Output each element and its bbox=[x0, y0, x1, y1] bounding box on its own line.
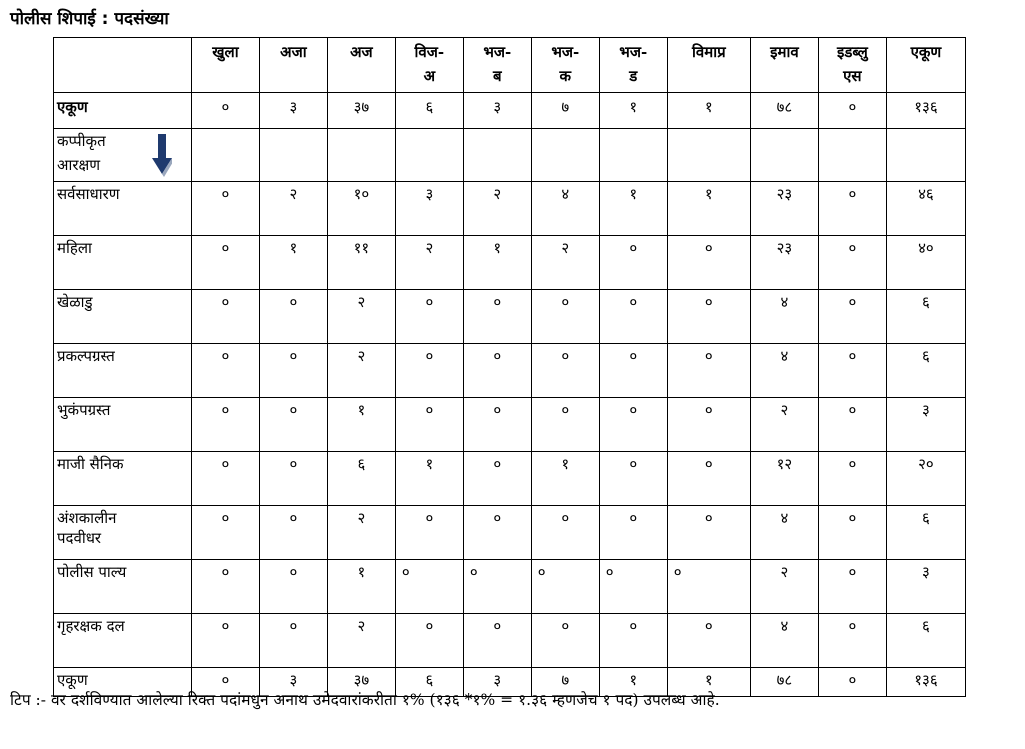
table-row bbox=[54, 398, 966, 452]
row-label: गृहरक्षक दल bbox=[54, 614, 192, 668]
table-cell: ० bbox=[191, 398, 259, 452]
table-cell: ० bbox=[818, 614, 886, 668]
column-header-line: एकूण bbox=[910, 43, 942, 61]
column-header bbox=[667, 38, 750, 93]
empty-cell bbox=[818, 129, 886, 182]
post-count-table bbox=[53, 37, 966, 697]
table-cell: ० bbox=[818, 560, 886, 614]
table-row bbox=[54, 452, 966, 506]
table-cell: ० bbox=[667, 614, 750, 668]
table-cell: ० bbox=[463, 452, 531, 506]
row-label: पोलीस पाल्य bbox=[54, 560, 192, 614]
table-cell: ० bbox=[395, 506, 463, 560]
table-cell: ६ bbox=[395, 93, 463, 129]
table-cell: ० bbox=[259, 398, 327, 452]
table-cell: ० bbox=[818, 290, 886, 344]
column-header bbox=[818, 38, 886, 93]
table-cell: ७८ bbox=[750, 93, 818, 129]
column-header-line: भज- bbox=[483, 43, 512, 61]
table-cell: १० bbox=[327, 182, 395, 236]
column-header bbox=[886, 38, 965, 93]
table-cell: ० bbox=[818, 93, 886, 129]
table-cell: ३ bbox=[259, 668, 327, 697]
table-row bbox=[54, 344, 966, 398]
table-cell: ० bbox=[599, 398, 667, 452]
table-cell: ० bbox=[531, 506, 599, 560]
table-cell: १ bbox=[531, 452, 599, 506]
table-cell: ७ bbox=[531, 93, 599, 129]
table-cell: ० bbox=[531, 290, 599, 344]
table-cell: ० bbox=[667, 344, 750, 398]
table-cell: ० bbox=[259, 614, 327, 668]
column-header bbox=[191, 38, 259, 93]
column-header bbox=[599, 38, 667, 93]
empty-cell bbox=[395, 129, 463, 182]
table-cell: ६ bbox=[886, 506, 965, 560]
table-cell: ० bbox=[599, 344, 667, 398]
row-label-line: अंशकालीन bbox=[57, 509, 117, 527]
table-cell: ० bbox=[531, 398, 599, 452]
table-cell: २ bbox=[327, 614, 395, 668]
table-cell: ० bbox=[259, 452, 327, 506]
row-label: सर्वसाधारण bbox=[54, 182, 192, 236]
table-cell: ७ bbox=[531, 668, 599, 697]
table-cell: ० bbox=[599, 560, 667, 614]
column-header-line: ब bbox=[493, 67, 502, 85]
column-header-line: अजा bbox=[280, 43, 307, 61]
column-header-line: इमाव bbox=[770, 43, 799, 61]
table-cell: ३ bbox=[886, 560, 965, 614]
table-cell: ० bbox=[599, 452, 667, 506]
table-row bbox=[54, 290, 966, 344]
row-label: प्रकल्पग्रस्त bbox=[54, 344, 192, 398]
table-cell: ० bbox=[818, 236, 886, 290]
empty-cell bbox=[191, 129, 259, 182]
table-cell: १ bbox=[259, 236, 327, 290]
table-cell: ४ bbox=[750, 506, 818, 560]
column-header-line: विज- bbox=[414, 43, 445, 61]
table-cell: १ bbox=[599, 93, 667, 129]
table-cell: ४० bbox=[886, 236, 965, 290]
column-header-line: खुला bbox=[212, 43, 239, 61]
table-cell: २० bbox=[886, 452, 965, 506]
table-cell: ० bbox=[599, 614, 667, 668]
table-row bbox=[54, 560, 966, 614]
table-cell: ६ bbox=[886, 344, 965, 398]
table-cell: ० bbox=[395, 398, 463, 452]
table-cell: ० bbox=[818, 398, 886, 452]
table-cell: ० bbox=[667, 236, 750, 290]
column-header-line: भज- bbox=[619, 43, 648, 61]
column-header-line: एस bbox=[843, 67, 862, 85]
column-header-line: इडब्लु bbox=[836, 43, 868, 61]
table-cell: १ bbox=[327, 560, 395, 614]
column-header-line: अज bbox=[350, 43, 373, 61]
table-cell: १ bbox=[667, 93, 750, 129]
table-cell: ० bbox=[191, 344, 259, 398]
table-cell: ० bbox=[191, 182, 259, 236]
table-cell: ० bbox=[818, 452, 886, 506]
subhead-label bbox=[57, 129, 191, 177]
table-cell: १ bbox=[667, 182, 750, 236]
empty-cell bbox=[599, 129, 667, 182]
row-label: भुकंपग्रस्त bbox=[54, 398, 192, 452]
table-cell: ० bbox=[667, 290, 750, 344]
table-cell: ० bbox=[599, 236, 667, 290]
column-header-line: क bbox=[559, 67, 572, 85]
row-label: माजी सैनिक bbox=[54, 452, 192, 506]
table-cell: ० bbox=[531, 560, 599, 614]
table-cell: ० bbox=[667, 398, 750, 452]
table-cell: ० bbox=[259, 506, 327, 560]
table-cell: १ bbox=[395, 452, 463, 506]
table-cell: ३७ bbox=[327, 668, 395, 697]
table-cell: ४ bbox=[531, 182, 599, 236]
table-cell: २ bbox=[531, 236, 599, 290]
subhead-line: आरक्षण bbox=[57, 156, 101, 174]
row-label: खेळाडु bbox=[54, 290, 192, 344]
table-cell: १३६ bbox=[886, 668, 965, 697]
table-cell: ० bbox=[667, 506, 750, 560]
table-cell: ० bbox=[191, 290, 259, 344]
table-cell: ० bbox=[191, 614, 259, 668]
table-cell: ३ bbox=[886, 398, 965, 452]
table-cell: ० bbox=[599, 290, 667, 344]
table-cell: ० bbox=[191, 93, 259, 129]
table-cell: ० bbox=[191, 668, 259, 697]
table-row bbox=[54, 236, 966, 290]
table-cell: ३ bbox=[395, 182, 463, 236]
arrow-down-icon bbox=[152, 132, 172, 178]
table-cell: २ bbox=[463, 182, 531, 236]
total-row-top bbox=[54, 93, 966, 129]
row-label-line: पदवीधर bbox=[57, 529, 102, 547]
table-cell: ० bbox=[395, 614, 463, 668]
table-cell: ४ bbox=[750, 290, 818, 344]
table-cell: १३६ bbox=[886, 93, 965, 129]
table-cell: ० bbox=[259, 560, 327, 614]
row-label bbox=[54, 129, 192, 182]
table-cell: २ bbox=[327, 344, 395, 398]
column-header-line: ड bbox=[629, 67, 638, 85]
empty-cell bbox=[667, 129, 750, 182]
table-cell: ६ bbox=[886, 614, 965, 668]
table-row bbox=[54, 506, 966, 560]
table-cell: ० bbox=[191, 506, 259, 560]
table-row bbox=[54, 614, 966, 668]
table-cell: ० bbox=[395, 290, 463, 344]
table-cell: ३ bbox=[463, 668, 531, 697]
footnote: टिप :- वर दर्शविण्यात आलेल्या रिक्त पदांमधुन अनाथ उमेदवारांकरीता १% (१३६ *१% = १.३६ म्हणजेच १ पद) उपलब्ध आहे. bbox=[10, 691, 720, 709]
table-cell: २३ bbox=[750, 236, 818, 290]
table-cell: ० bbox=[667, 560, 750, 614]
page-title: पोलीस शिपाई : पदसंख्या bbox=[10, 9, 169, 29]
table-cell: ६ bbox=[395, 668, 463, 697]
table-cell: ० bbox=[531, 614, 599, 668]
table-cell: १ bbox=[463, 236, 531, 290]
table-cell: ४६ bbox=[886, 182, 965, 236]
column-header bbox=[327, 38, 395, 93]
column-header bbox=[54, 38, 192, 93]
reservation-subhead-row bbox=[54, 129, 966, 182]
empty-cell bbox=[463, 129, 531, 182]
table-cell: २ bbox=[327, 290, 395, 344]
table-cell: ० bbox=[818, 182, 886, 236]
column-header-line: विमाप्र bbox=[692, 43, 726, 61]
table-cell: ० bbox=[191, 560, 259, 614]
column-header bbox=[463, 38, 531, 93]
column-header bbox=[259, 38, 327, 93]
table-cell: ० bbox=[599, 506, 667, 560]
table-cell: ० bbox=[259, 290, 327, 344]
table-cell: ३७ bbox=[327, 93, 395, 129]
table-cell: २३ bbox=[750, 182, 818, 236]
table-cell: ० bbox=[463, 614, 531, 668]
table-cell: ० bbox=[463, 398, 531, 452]
table-cell: १ bbox=[599, 668, 667, 697]
empty-cell bbox=[259, 129, 327, 182]
table-cell: २ bbox=[395, 236, 463, 290]
table-cell: ४ bbox=[750, 614, 818, 668]
table-header-row bbox=[54, 38, 966, 93]
table-cell: ० bbox=[818, 344, 886, 398]
table-cell: १ bbox=[327, 398, 395, 452]
row-label: एकूण bbox=[54, 93, 192, 129]
empty-cell bbox=[327, 129, 395, 182]
table-cell: ० bbox=[463, 344, 531, 398]
table-cell: ३ bbox=[463, 93, 531, 129]
table-cell: ० bbox=[463, 506, 531, 560]
table-cell: ० bbox=[191, 236, 259, 290]
table-cell: ६ bbox=[327, 452, 395, 506]
empty-cell bbox=[886, 129, 965, 182]
table-cell: ० bbox=[463, 560, 531, 614]
column-header bbox=[750, 38, 818, 93]
subhead-line: कप्पीकृत bbox=[57, 132, 106, 150]
table-cell: ० bbox=[259, 344, 327, 398]
table-cell: १२ bbox=[750, 452, 818, 506]
column-header-line: अ bbox=[423, 67, 436, 85]
table-cell: १ bbox=[599, 182, 667, 236]
row-label: एकूण bbox=[54, 668, 192, 697]
row-label: महिला bbox=[54, 236, 192, 290]
table-cell: २ bbox=[750, 560, 818, 614]
empty-cell bbox=[531, 129, 599, 182]
table-cell: ० bbox=[818, 506, 886, 560]
empty-cell bbox=[750, 129, 818, 182]
table-cell: २ bbox=[259, 182, 327, 236]
table-cell: ० bbox=[395, 344, 463, 398]
table-cell: ० bbox=[531, 344, 599, 398]
table-cell: ११ bbox=[327, 236, 395, 290]
table-cell: ० bbox=[667, 452, 750, 506]
column-header bbox=[531, 38, 599, 93]
table-cell: ० bbox=[395, 560, 463, 614]
table-body bbox=[54, 38, 966, 697]
table-cell: ३ bbox=[259, 93, 327, 129]
table-cell: ७८ bbox=[750, 668, 818, 697]
column-header-line: भज- bbox=[551, 43, 580, 61]
table-cell: ० bbox=[191, 452, 259, 506]
table-cell: १ bbox=[667, 668, 750, 697]
table-cell: ६ bbox=[886, 290, 965, 344]
column-header bbox=[395, 38, 463, 93]
table-cell: ० bbox=[463, 290, 531, 344]
table-row bbox=[54, 182, 966, 236]
table-cell: २ bbox=[750, 398, 818, 452]
table-cell: ० bbox=[818, 668, 886, 697]
table-cell: २ bbox=[327, 506, 395, 560]
row-label bbox=[54, 506, 192, 560]
table-cell: ४ bbox=[750, 344, 818, 398]
